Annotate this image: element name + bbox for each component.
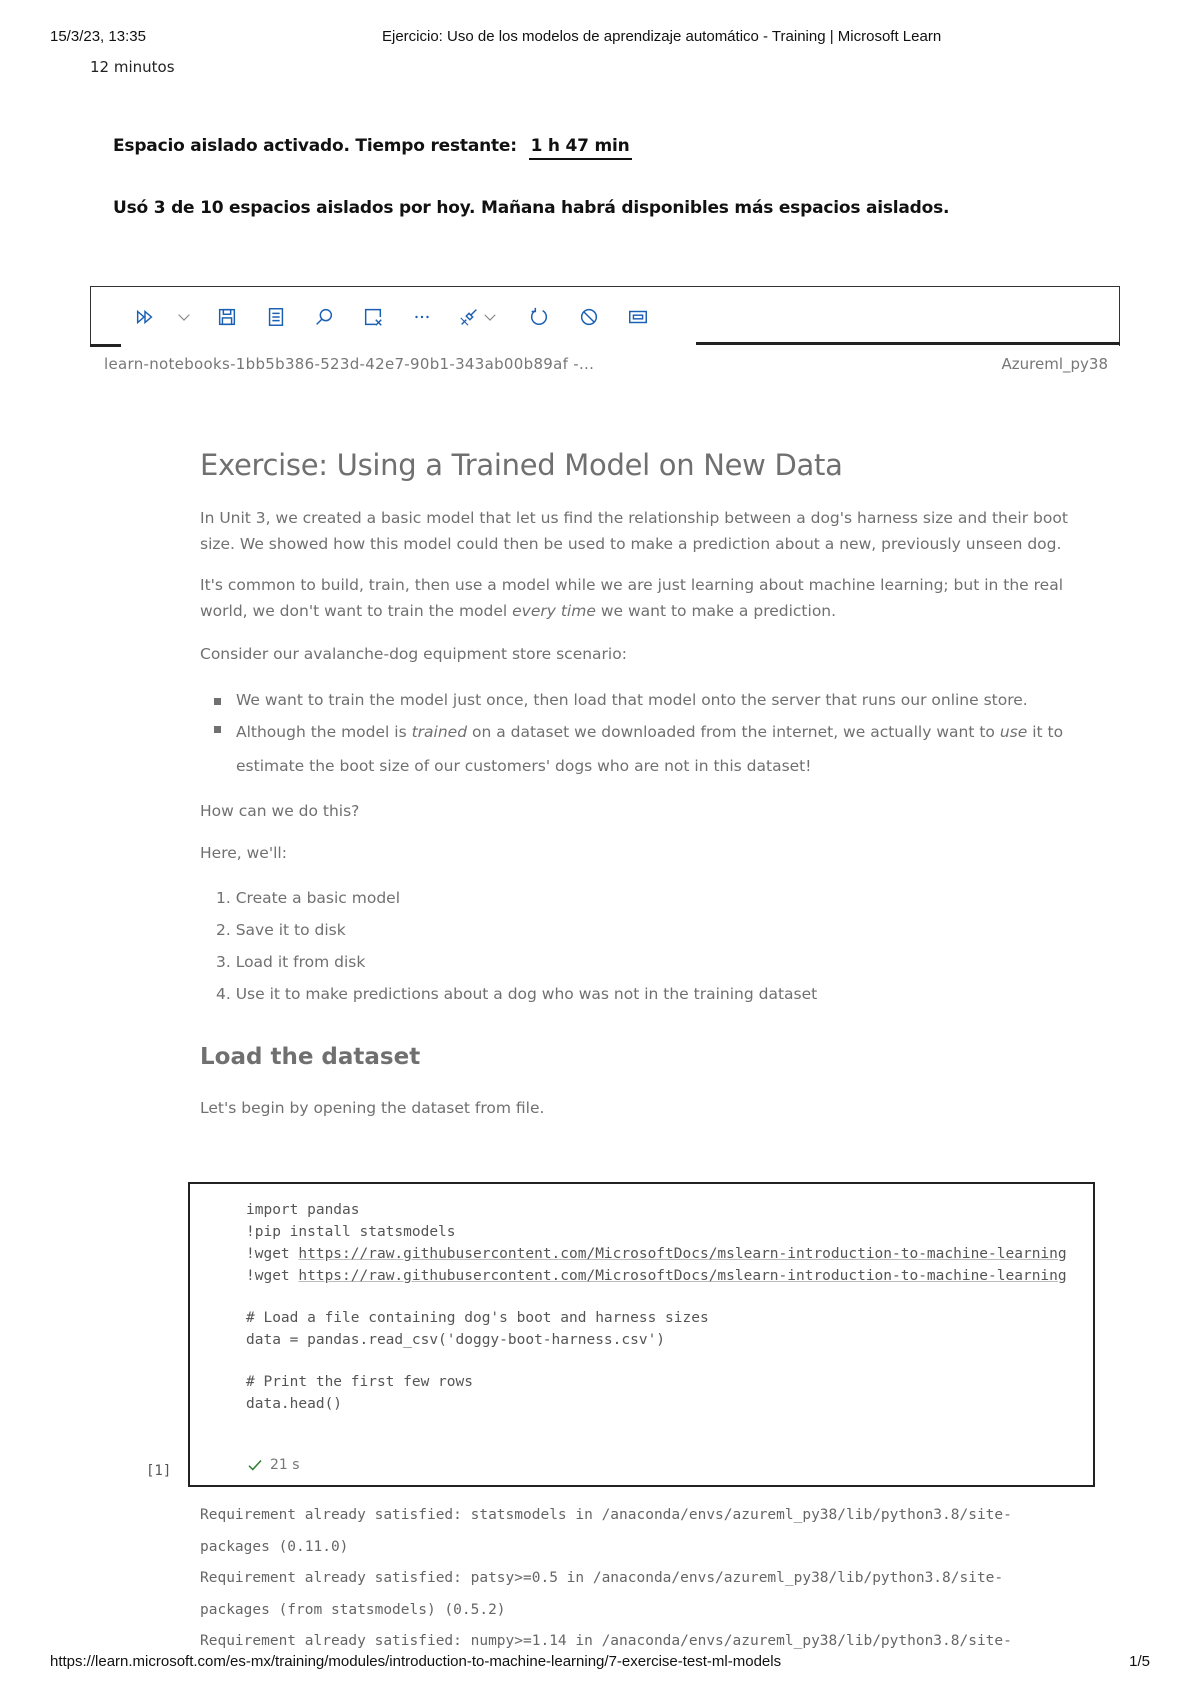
paragraph-intro: In Unit 3, we created a basic model that let us find the relationship between a dog's harness size and their boot size. We showed how this model could then be used to make a prediction about a new, previously unseen dog. (200, 509, 1068, 553)
execution-status (246, 1456, 300, 1474)
duration-label: 12 minutos (90, 58, 175, 76)
code-blank-line (246, 1287, 1067, 1307)
list-item-text: on a dataset we downloaded from the internet, we actually want to (467, 723, 1000, 741)
toolbar-divider-left (90, 344, 121, 347)
paragraph-training (200, 572, 1080, 624)
output-line: Requirement already satisfied: statsmodels in /anaconda/envs/azureml_py38/lib/python3.8/site- (200, 1507, 1012, 1523)
checkmark-icon (246, 1456, 264, 1474)
list-item (214, 715, 1074, 783)
list-item: 4. Use it to make predictions about a dog who was not in the training dataset (216, 985, 818, 1003)
page-title: Exercise: Using a Trained Model on New Data (200, 448, 843, 482)
print-url: https://learn.microsoft.com/es-mx/training/modules/introduction-to-machine-learning/7-exercise-test-ml-models (50, 1653, 782, 1670)
notebook-file-path[interactable]: learn-notebooks-1bb5b386-523d-42e7-90b1-343ab00b89af -... (104, 355, 595, 373)
paragraph-scenario: Consider our avalanche-dog equipment store scenario: (200, 645, 627, 663)
list-item-text: it to estimate the boot size of our customers' dogs who are not in this dataset! (236, 723, 1064, 775)
paragraph-load: Let's begin by opening the dataset from file. (200, 1099, 545, 1117)
code-line: !pip install statsmodels (246, 1224, 456, 1240)
paragraph-text: we want to make a prediction. (595, 602, 837, 620)
execution-time: 21 s (270, 1457, 300, 1473)
interrupt-icon[interactable] (575, 304, 603, 330)
output-line: Requirement already satisfied: patsy>=0.5 in /anaconda/envs/azureml_py38/lib/python3.8/site- (200, 1570, 1004, 1586)
output-line: packages (0.11.0) (200, 1538, 349, 1555)
page-number: 1/5 (1129, 1653, 1150, 1670)
section-heading: Load the dataset (200, 1044, 421, 1070)
list-item: 2. Save it to disk (216, 921, 346, 939)
code-line: data.head() (246, 1396, 343, 1412)
code-editor[interactable] (246, 1199, 1067, 1415)
variables-icon[interactable] (624, 304, 652, 330)
execution-count: [1] (146, 1463, 172, 1479)
list-item-text: Although the model is (236, 723, 412, 741)
code-line (246, 1243, 1067, 1265)
code-text: !wget (246, 1246, 299, 1262)
output-text (200, 1500, 1080, 1652)
list-item: We want to train the model just once, then load that model onto the server that runs our online store. (214, 687, 1094, 713)
paragraph-text: It's common to build, train, then use a model while we are just learning about machine learning; but in the real world, we don't want to train the model (200, 576, 1064, 620)
sandbox-active-label: Espacio aislado activado. Tiempo restante: (113, 136, 517, 156)
kernel-selector[interactable]: Azureml_py38 (1001, 355, 1108, 373)
run-all-icon[interactable] (131, 304, 159, 330)
cell-output (200, 1500, 1100, 1652)
code-text: !wget (246, 1268, 299, 1284)
search-icon[interactable] (310, 304, 338, 330)
code-line (246, 1265, 1067, 1287)
kernel-connect-icon[interactable] (455, 304, 483, 330)
print-datetime: 15/3/23, 13:35 (50, 28, 146, 45)
code-cell[interactable] (188, 1182, 1095, 1487)
save-icon[interactable] (213, 304, 241, 330)
code-comment: # Load a file containing dog's boot and harness sizes (246, 1310, 709, 1326)
emphasis-text: trained (411, 723, 468, 741)
notebook-icon[interactable] (262, 304, 290, 330)
list-item: 3. Load it from disk (216, 953, 366, 971)
clear-output-icon[interactable] (359, 304, 387, 330)
code-url[interactable]: https://raw.githubusercontent.com/MicrosoftDocs/mslearn-introduction-to-machine-learning (298, 1268, 1067, 1284)
more-icon[interactable] (408, 304, 436, 330)
code-comment: # Print the first few rows (246, 1374, 473, 1390)
code-blank-line (246, 1351, 1067, 1371)
paragraph-plan: Here, we'll: (200, 844, 287, 862)
toolbar-divider-right (696, 342, 1120, 345)
output-line: Requirement already satisfied: numpy>=1.14 in /anaconda/envs/azureml_py38/lib/python3.8/site- (200, 1633, 1012, 1649)
output-line: packages (from statsmodels) (0.5.2) (200, 1601, 506, 1618)
code-url[interactable]: https://raw.githubusercontent.com/MicrosoftDocs/mslearn-introduction-to-machine-learning (298, 1246, 1067, 1262)
sandbox-timer: 1 h 47 min (529, 130, 632, 160)
steps-list (216, 882, 817, 1010)
chevron-down-icon[interactable] (175, 304, 193, 330)
code-line: data = pandas.read_csv('doggy-boot-harness.csv') (246, 1332, 666, 1348)
sandbox-status (113, 130, 632, 160)
chevron-down-icon[interactable] (481, 304, 499, 330)
emphasis-text: every time (512, 602, 596, 620)
list-item: 1. Create a basic model (216, 889, 401, 907)
print-page-title: Ejercicio: Uso de los modelos de aprendizaje automático - Training | Microsoft Learn (382, 28, 942, 45)
emphasis-text: use (999, 723, 1028, 741)
paragraph-question: How can we do this? (200, 802, 360, 820)
sandbox-usage-text: Usó 3 de 10 espacios aislados por hoy. Mañana habrá disponibles más espacios aislados. (113, 198, 950, 218)
notebook-toolbar (90, 286, 1120, 346)
code-line: import pandas (246, 1202, 360, 1218)
bullet-list (214, 687, 1094, 783)
restart-icon[interactable] (525, 304, 553, 330)
